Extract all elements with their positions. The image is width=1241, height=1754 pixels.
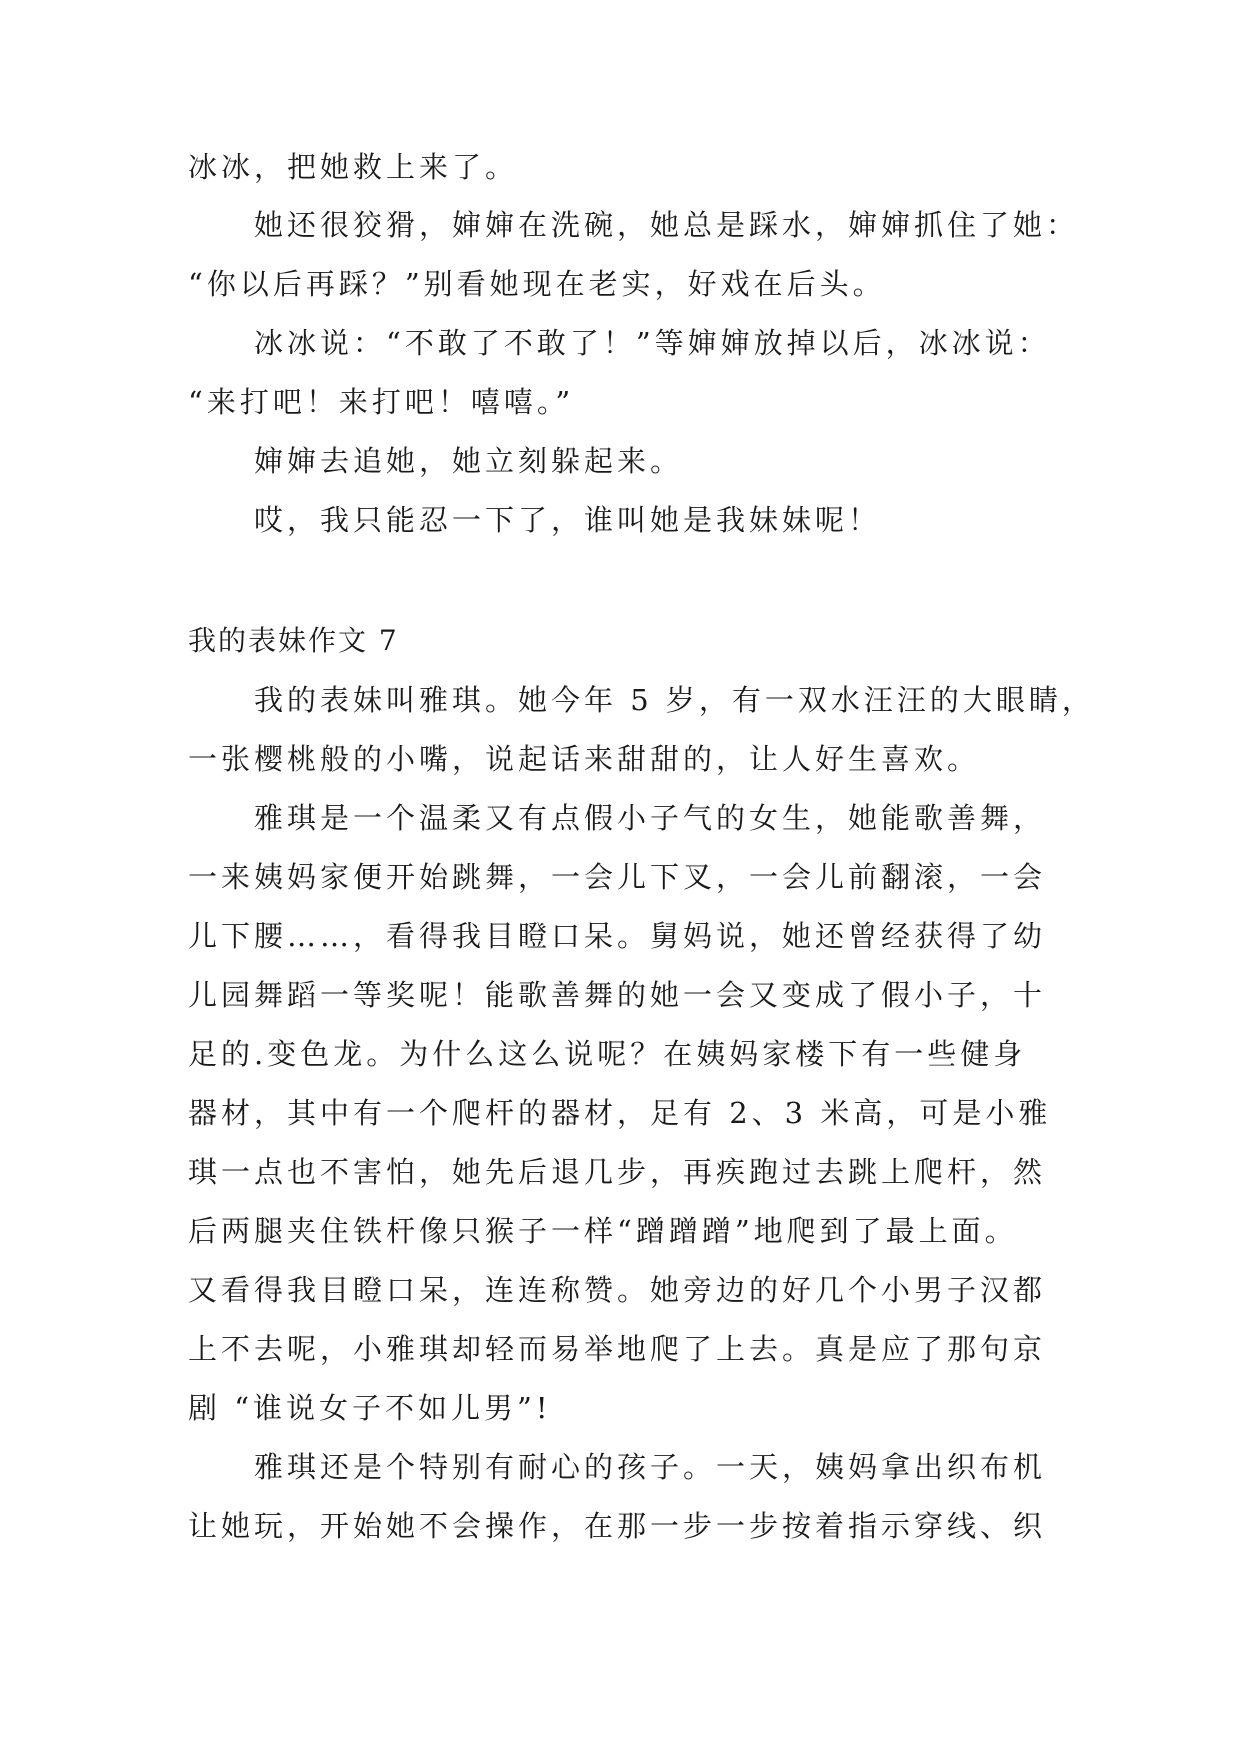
paragraph-line: 后两腿夹住铁杆像只猴子一样“蹭蹭蹭”地爬到了最上面。 (188, 1214, 1018, 1248)
paragraph-line: 她还很狡猾，婶婶在洗碗，她总是踩水，婶婶抓住了她： (254, 208, 1080, 242)
essay-heading: 我的表妹作文 7 (188, 624, 399, 657)
paragraph-line: 冰冰，把她救上来了。 (188, 150, 519, 184)
paragraph-line: 一张樱桃般的小嘴，说起话来甜甜的，让人好生喜欢。 (188, 742, 981, 776)
paragraph-line: 我的表妹叫雅琪。她今年 5 岁，有一双水汪汪的大眼睛， (254, 683, 1095, 717)
paragraph-line: “你以后再踩？”别看她现在老实，好戏在后头。 (188, 267, 886, 301)
paragraph-line: 足的.变色龙。为什么这么说呢？在姨妈家楼下有一些健身 (188, 1037, 1027, 1071)
paragraph-line: 冰冰说：“不敢了不敢了！”等婶婶放掉以后，冰冰说： (254, 326, 1051, 360)
paragraph-line: 又看得我目瞪口呆，连连称赞。她旁边的好几个小男子汉都 (188, 1273, 1047, 1307)
paragraph-line: 哎，我只能忍一下了，谁叫她是我妹妹呢！ (254, 503, 882, 537)
paragraph-line: 雅琪还是个特别有耐心的孩子。一天，姨妈拿出织布机 (254, 1450, 1047, 1484)
paragraph-line: 让她玩，开始她不会操作，在那一步一步按着指示穿线、织 (188, 1509, 1047, 1543)
paragraph-line: 琪一点也不害怕，她先后退几步，再疾跑过去跳上爬杆，然 (188, 1155, 1047, 1189)
paragraph-line: 雅琪是一个温柔又有点假小子气的女生，她能歌善舞， (254, 801, 1047, 835)
paragraph-line: 儿园舞蹈一等奖呢！能歌善舞的她一会又变成了假小子，十 (188, 978, 1047, 1012)
paragraph-line: “来打吧！来打吧！嘻嘻。” (188, 385, 575, 419)
paragraph-line: 儿下腰……，看得我目瞪口呆。舅妈说，她还曾经获得了幼 (188, 919, 1047, 953)
paragraph-line: 器材，其中有一个爬杆的器材，足有 2、3 米高，可是小雅 (188, 1096, 1052, 1130)
paragraph-line: 上不去呢，小雅琪却轻而易举地爬了上去。真是应了那句京 (188, 1332, 1047, 1366)
paragraph-line: 一来姨妈家便开始跳舞，一会儿下叉，一会儿前翻滚，一会 (188, 860, 1047, 894)
paragraph-line: 剧 “谁说女子不如儿男”! (188, 1391, 552, 1425)
paragraph-line: 婶婶去追她，她立刻躲起来。 (254, 444, 684, 478)
